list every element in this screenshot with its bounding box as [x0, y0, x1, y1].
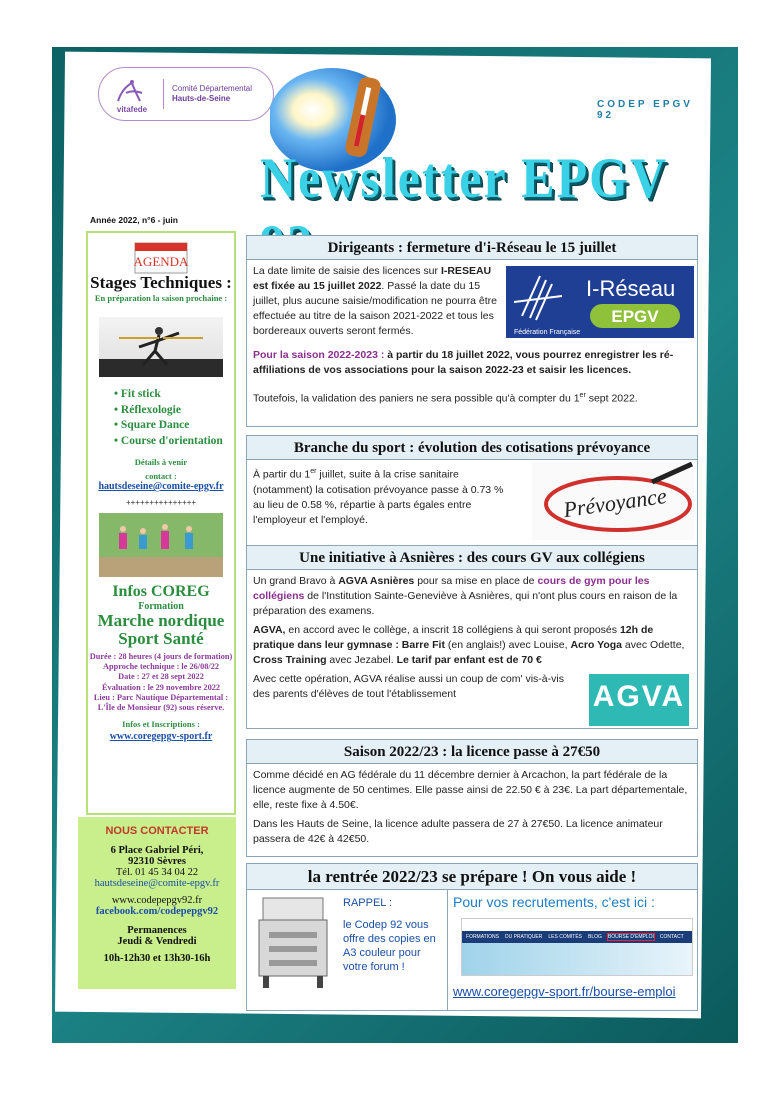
- text: À partir du 1: [253, 468, 311, 481]
- address1: 6 Place Gabriel Péri,: [110, 845, 204, 856]
- agenda-sidebar: [86, 231, 236, 815]
- text: en accord avec le collège, a inscrit 18 collégiens à qui seront proposés: [285, 624, 620, 636]
- contact-heading: NOUS CONTACTER: [105, 825, 209, 837]
- bourse-emploi-link[interactable]: www.coregepgv-sport.fr/bourse-emploi: [453, 984, 676, 999]
- website[interactable]: www.codepepgv92.fr: [111, 895, 203, 906]
- stage-item: • Réflexologie: [114, 403, 234, 419]
- evaluation: Évaluation : le 29 novembre 2022: [101, 682, 221, 692]
- permanences: Permanences: [127, 925, 187, 936]
- marche-line2: Sport Santé: [118, 629, 204, 648]
- prevoyance-image: [532, 462, 694, 540]
- article-rentree: [246, 863, 698, 1011]
- newsletter-page: [55, 52, 711, 1019]
- contact-email-link[interactable]: hautsdeseine@comite-epgv.fr: [98, 481, 224, 492]
- text: juillet, suite à la crise sanitaire (notamment) la cotisation prévoyance passe à 0.73 % au lieu de 0.58 %, répartie à parts égales entre l'employeur et l'employé.: [253, 468, 504, 526]
- permanence-days: Jeudi & Vendredi: [117, 936, 197, 947]
- formation-label: Formation: [138, 601, 184, 612]
- text-bold: AGVA,: [253, 624, 286, 636]
- text: pour sa mise en place de: [414, 575, 538, 587]
- rappel-label: RAPPEL :: [343, 897, 393, 909]
- text: Toutefois, la validation des paniers ne sera possible qu'à compter du 1: [253, 392, 580, 405]
- ireseau-sub: EPGV: [611, 307, 659, 326]
- facebook-link[interactable]: facebook.com/codepepgv92: [95, 906, 219, 917]
- approche: Approche technique : le 26/08/22: [102, 662, 219, 672]
- mini-menu-item: LES COMITÉS: [548, 934, 583, 940]
- logo-brand: vitafede: [116, 105, 148, 114]
- text-bold: Le tarif par enfant est de 70 €: [396, 654, 542, 666]
- article-heading: la rentrée 2022/23 se prépare ! On vous aide !: [247, 864, 697, 890]
- ireseau-title: I-Réseau: [586, 276, 676, 301]
- contact-box: [78, 817, 236, 989]
- codep-label: CODEP EPGV 92: [597, 99, 693, 121]
- article-ireseau: [246, 235, 698, 427]
- text-bold: 12h de pratique dans leur gymnase : Barre Fit: [253, 624, 654, 651]
- sup: er: [579, 392, 586, 399]
- agva-logo: AGVA: [589, 674, 689, 726]
- contact-label: contact :: [145, 471, 177, 481]
- copier-icon: [255, 892, 331, 992]
- agenda-icon: [131, 237, 191, 275]
- ireseau-caption: Fédération Française: [514, 329, 581, 336]
- duree: Durée : 28 heures (4 jours de formation): [89, 652, 233, 661]
- text: sept 2022.: [585, 392, 638, 405]
- text-bold: Acro Yoga: [570, 639, 623, 651]
- text: La date limite de saisie des licences sur: [253, 265, 441, 277]
- details-label: Détails à venir: [134, 457, 188, 467]
- lieu2: L'Île de Monsieur (92) sous réserve.: [97, 703, 225, 713]
- article-heading: Une initiative à Asnières : des cours GV aux collégiens: [247, 546, 697, 570]
- text-bold: Cross Training: [253, 654, 327, 666]
- article-heading: Dirigeants : fermeture d'i-Réseau le 15 juillet: [247, 236, 697, 260]
- article-licence: [246, 739, 698, 857]
- text: Comme décidé en AG fédérale du 11 décembre dernier à Arcachon, la part fédérale de la licence augmente de 50 centimes. Elle passe ainsi de 22.50 € à 23€. La part départementale, elle, reste fixe à 4.50€.: [253, 769, 688, 811]
- address2: 92310 Sèvres: [128, 856, 186, 867]
- stage-item: • Fit stick: [114, 387, 234, 403]
- nordic-walk-photo: [99, 513, 223, 577]
- lieu1: Lieu : Parc Nautique Départemental :: [93, 692, 229, 702]
- text: Un grand Bravo à: [253, 575, 339, 587]
- text: avec Odette,: [622, 639, 685, 651]
- text: . Passé la date du 15 juillet, plus aucune saisie/modification ne pourra être effectuée au titre de la saison 2021-2022 et tous les bordereaux ouverts seront fermés.: [253, 280, 497, 337]
- season-label: Pour la saison 2022-2023 :: [253, 349, 385, 361]
- text-purple: cours de gym pour les collégiens: [253, 575, 650, 602]
- article-prevoyance: [246, 435, 698, 547]
- infos-coreg-title: Infos COREG: [112, 583, 210, 600]
- mini-menu-item: FORMATIONS: [466, 934, 499, 940]
- text: avec Jezabel.: [326, 654, 397, 666]
- mini-menu-item: BLOG: [588, 934, 602, 940]
- prevoyance-word: Prévoyance: [561, 482, 669, 523]
- opening-hours: 10h-12h30 et 13h30-16h: [103, 953, 211, 964]
- ireseau-logo: [506, 266, 694, 338]
- issue-number: Année 2022, n°6 - juin: [90, 215, 178, 225]
- marche-line1: Marche nordique: [97, 611, 225, 630]
- stage-photo: [99, 317, 223, 377]
- inscriptions-label: Infos et Inscriptions :: [122, 719, 200, 730]
- phone: Tél. 01 45 34 04 22: [115, 867, 199, 878]
- separator: +++++++++++++++: [125, 498, 197, 507]
- text: (en anglais!) avec Louise,: [444, 639, 571, 651]
- contact-email[interactable]: hautsdeseine@comite-epgv.fr: [94, 878, 220, 889]
- text: de l'Institution Sainte-Geneviève à Asnières, qui n'ont plus cours en raison de la préparation des examens.: [253, 590, 678, 617]
- bourse-emploi-screenshot: [461, 918, 693, 976]
- article-heading: Saison 2022/23 : la licence passe à 27€50: [247, 740, 697, 764]
- sup: er: [310, 468, 317, 475]
- coreg-link[interactable]: www.coregepgv-sport.fr: [109, 731, 213, 743]
- vitafede-icon: [109, 74, 155, 114]
- stages-subtitle: En préparation la saison prochaine :: [94, 293, 228, 303]
- rappel-text: le Codep 92 vous offre des copies en A3 couleur pour votre forum !: [343, 919, 436, 973]
- article-heading: Branche du sport : évolution des cotisations prévoyance: [247, 436, 697, 460]
- logo-line1: Comité Départemental: [172, 84, 253, 94]
- mini-menu-item: BOURSE D'EMPLOI: [607, 934, 654, 940]
- text-bold: I-RESEAU est fixée au 15 juillet 2022: [253, 265, 492, 292]
- mini-menu-item: CONTACT: [659, 934, 684, 940]
- article-asnieres: [246, 545, 698, 729]
- vitafede-logo: [98, 67, 274, 121]
- logo-line2: Hauts-de-Seine: [172, 94, 231, 103]
- stages-title: Stages Techniques :: [90, 273, 232, 292]
- stage-item: • Square Dance: [114, 418, 234, 434]
- stage-item: • Course d'orientation: [114, 434, 234, 450]
- date: Date : 27 et 28 sept 2022: [118, 672, 204, 682]
- agenda-label: AGENDA: [133, 254, 189, 269]
- text: Dans les Hauts de Seine, la licence adulte passera de 27 à 27€50. La licence animateur passera de 42€ à 42€50.: [253, 818, 663, 845]
- text-bold: à partir du 18 juillet 2022, vous pourrez enregistrer les ré-affiliations de vos associations pour la saison 2022-23 et saisir les licences.: [253, 349, 674, 376]
- text-bold: AGVA Asnières: [338, 575, 415, 587]
- newsletter-title: Newsletter EPGV: [260, 145, 668, 210]
- recrutement-label: Pour vos recrutements, c'est ici :: [453, 894, 655, 910]
- mini-menu-item: DU PRATIQUER: [504, 934, 543, 940]
- text: Avec cette opération, AGVA réalise aussi un coup de com' vis-à-vis des parents d'élèves de tout l'établissement: [253, 673, 564, 700]
